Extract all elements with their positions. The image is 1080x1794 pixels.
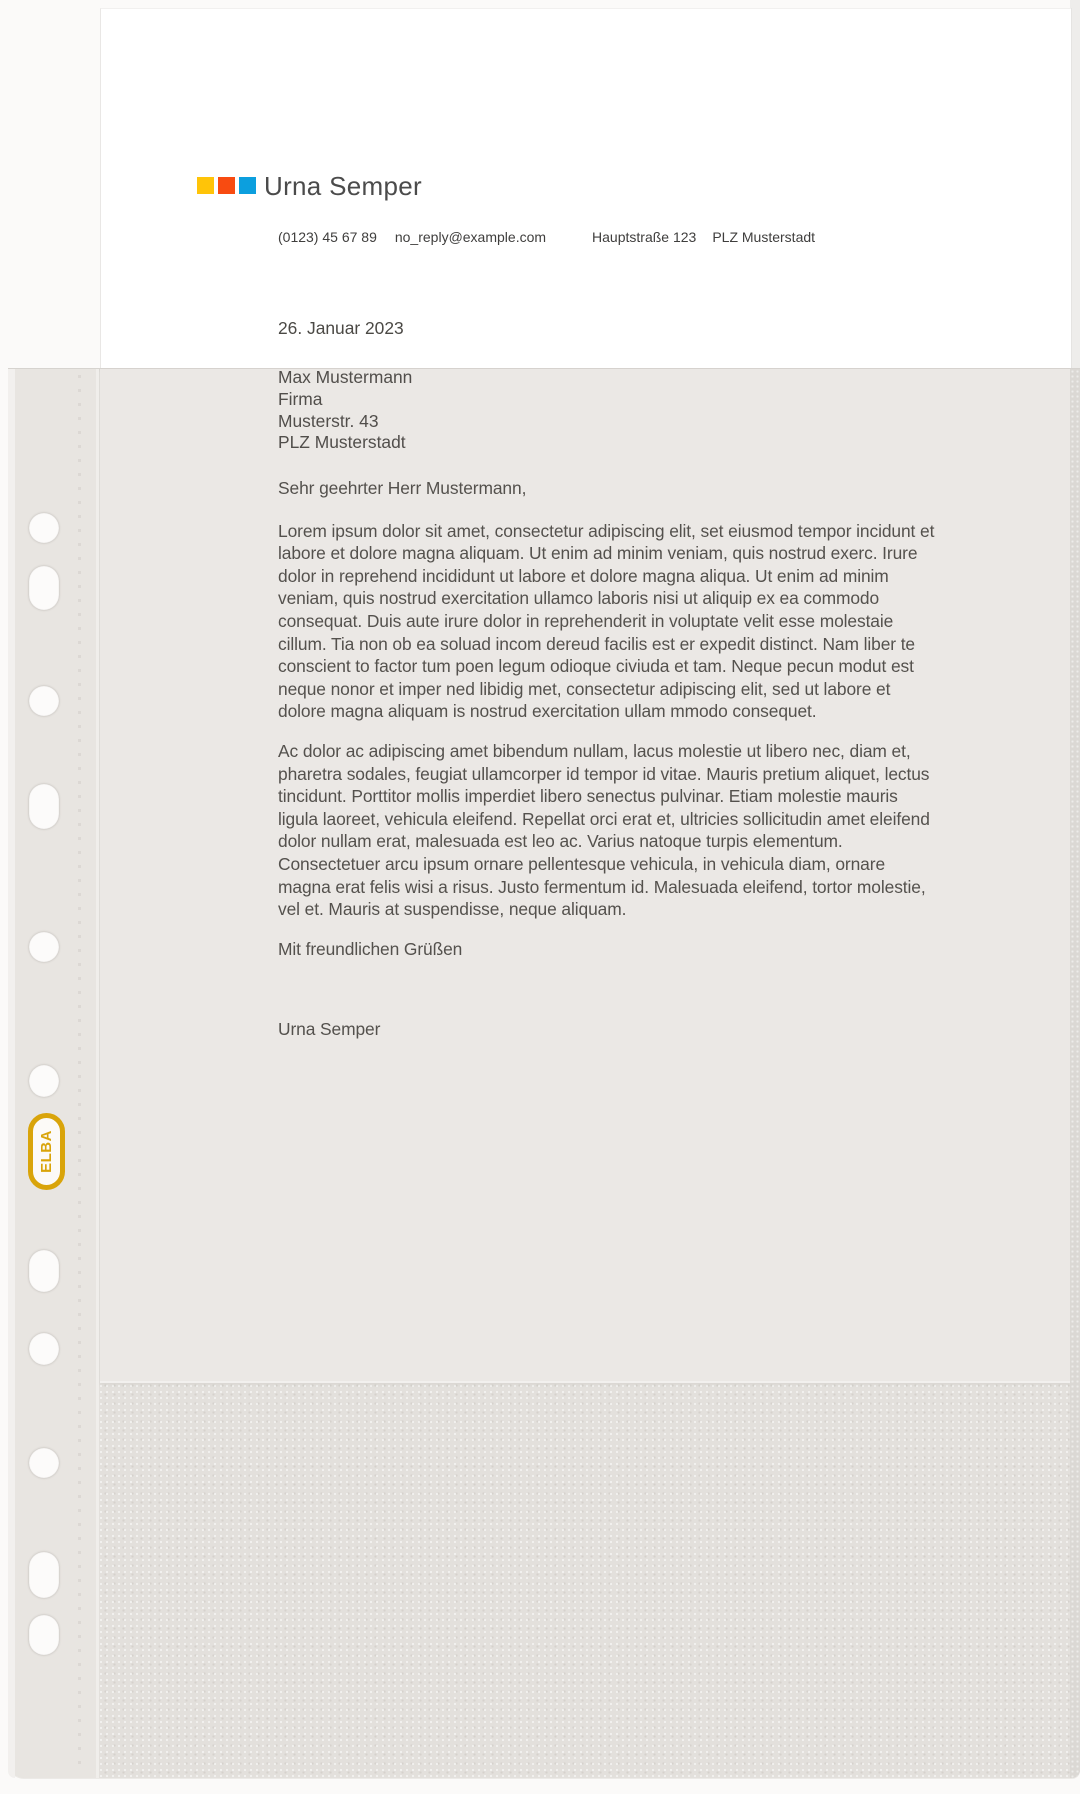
punch-hole: [29, 1615, 59, 1655]
backdrop-strip: [1070, 0, 1080, 368]
sleeve-right-seam: [1070, 369, 1080, 1778]
punch-hole: [29, 566, 59, 610]
punch-hole: [29, 686, 59, 716]
logo-square-yellow: [197, 177, 214, 194]
sleeve-left-edge: [8, 369, 15, 1778]
sender-name: Urna Semper: [264, 171, 422, 201]
paragraph-2: Ac dolor ac adipiscing amet bibendum nullam, lacus molestie ut libero nec, diam et, pharetra sodales, feugiat ullamcorper id tempor id vitae. Mauris pretium aliquet, lectus tincidunt. Porttitor mollis imperdiet libero senectus pulvinar. Etiam molestie mauris ligula laoreet, vehicula eleifend. Repellat orci erat et, ultricies sollicitudin amet eleifend dolor nullam erat, malesuada est leo ac. Varius natoque turpis elementum. Consectetuer arcu ipsum ornare pellentesque vehicula, in vehicula diam, ornare magna erat felis wisi a risus. Justo fermentum id. Malesuada eleifend, tortor molestie, vel et. Mauris at suspendisse, neque aliquam.: [278, 740, 930, 920]
punch-hole: [29, 1448, 59, 1478]
letter-body: [278, 477, 938, 1041]
salutation: Sehr geehrter Herr Mustermann,: [278, 478, 527, 498]
punch-hole: [29, 932, 59, 962]
sender-email: no_reply@example.com: [394, 229, 547, 245]
sender-street: Hauptstraße 123: [592, 229, 697, 245]
contact-line: [278, 229, 815, 245]
letter-date: 26. Januar 2023: [278, 318, 404, 338]
punch-hole: [29, 1065, 59, 1097]
logo-square-orange: [218, 177, 235, 194]
elba-logo-text: ELBA: [38, 1130, 55, 1173]
signature-name: Urna Semper: [278, 1019, 381, 1040]
logo-square-blue: [239, 177, 256, 194]
punch-hole: [29, 513, 59, 543]
recipient-street: Musterstr. 43: [278, 410, 379, 431]
sender-city: PLZ Musterstadt: [712, 229, 816, 245]
sender-phone: (0123) 45 67 89: [278, 229, 377, 245]
weld-seam-dots: [78, 375, 81, 1772]
punch-hole: [29, 1333, 59, 1365]
punch-hole: [29, 1250, 59, 1292]
recipient-address: [278, 367, 412, 454]
recipient-name: Max Mustermann: [278, 367, 413, 387]
elba-logo: [28, 1113, 65, 1190]
recipient-city: PLZ Musterstadt: [278, 432, 406, 453]
recipient-company: Firma: [278, 388, 323, 409]
margin-seam: [96, 369, 99, 1778]
paragraph-1: Lorem ipsum dolor sit amet, consectetur adipiscing elit, set eiusmod tempor incidunt et labore et dolore magna aliquam. Ut enim ad minim veniam, quis nostrud exerc. Irure dolor in reprehend incididunt ut labore et dolore magna aliqua. Ut enim ad minim veniam, quis nostrud exercitation ullamco laboris nisi ut aliquip ex ea commodo consequat. Duis aute irure dolor in reprehenderit in voluptate velit esse molestaie cillum. Tia non ob ea soluad incom dereud facilis est er expedit distinct. Nam liber te conscient to factor tum poen legum odioque civiuda et tam. Neque pecun modut est neque nonor et imper ned libidig met, consectetur adipiscing elit, sed ut labore et dolore magna aliquam is nostrud exercitation ullam mmodo consequet.: [278, 520, 935, 722]
punch-hole: [29, 1552, 59, 1598]
closing-formula: Mit freundlichen Grüßen: [278, 938, 463, 959]
punch-hole: [29, 784, 59, 829]
letterhead-logo: [197, 177, 256, 194]
